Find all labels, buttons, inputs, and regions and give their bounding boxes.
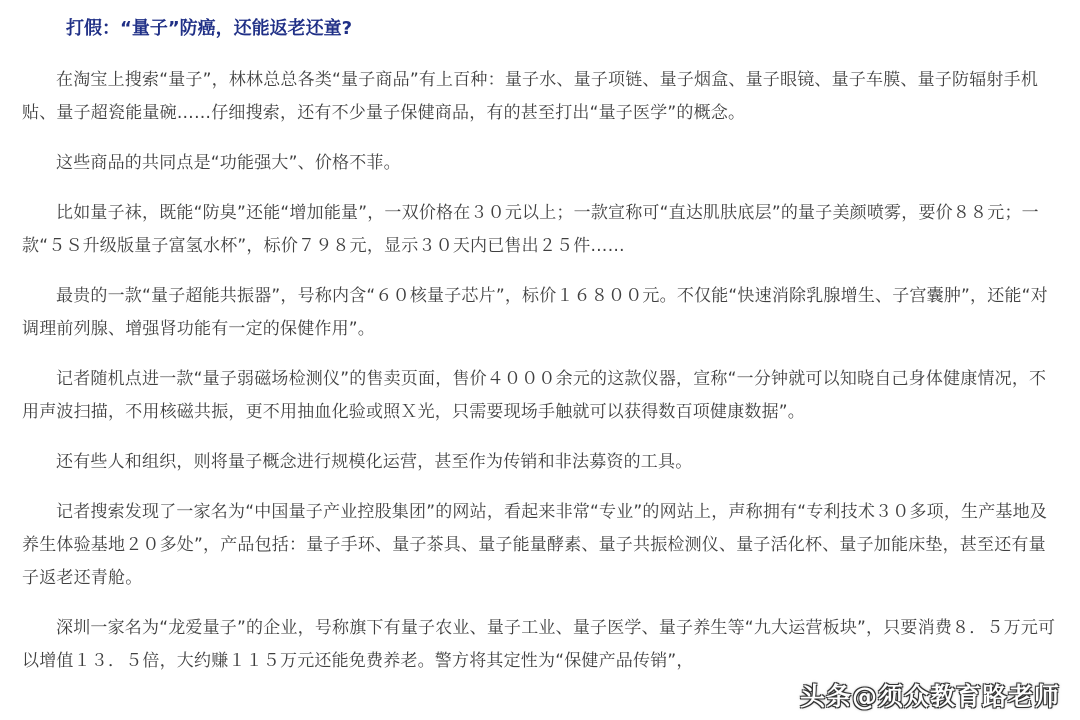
watermark: 头条@须众教育路老师 <box>799 682 1060 711</box>
article-paragraph-8: 深圳一家名为“龙爱量子”的企业，号称旗下有量子农业、量子工业、量子医学、量子养生等“九大运营板块”，只要消费８．５万元可以增值１３．５倍，大约赚１１５万元还能免费养老。警方将其定性为“保健产品传销”， <box>22 618 1056 671</box>
article-paragraph-7: 记者搜索发现了一家名为“中国量子产业控股集团”的网站，看起来非常“专业”的网站上，声称拥有“专利技术３０多项，生产基地及养生体验基地２０多处”，产品包括：量子手环、量子茶具、量子能量酵素、量子共振检测仪、量子活化杯、量子加能床垫，甚至还有量子返老还青舱。 <box>22 502 1048 588</box>
article-paragraph-5: 记者随机点进一款“量子弱磁场检测仪”的售卖页面，售价４０００余元的这款仪器，宣称“一分钟就可以知晓自己身体健康情况，不用声波扫描，不用核磁共振，更不用抽血化验或照Ｘ光，只需要现场手触就可以获得数百项健康数据”。 <box>22 369 1047 422</box>
article-paragraph-4: 最贵的一款“量子超能共振器”，号称内含“６０核量子芯片”，标价１６８００元。不仅能“快速消除乳腺增生、子宫囊肿”，还能“对调理前列腺、增强肾功能有一定的保健作用”。 <box>22 286 1048 339</box>
article-paragraph-2: 这些商品的共同点是“功能强大”、价格不菲。 <box>56 153 401 173</box>
article-paragraph-3: 比如量子袜，既能“防臭”还能“增加能量”，一双价格在３０元以上；一款宣称可“直达肌肤底层”的量子美颜喷雾，要价８８元；一款“５Ｓ升级版量子富氢水杯”，标价７９８元，显示３０天内已售出２５件…… <box>22 203 1039 256</box>
article-title: 打假：“量子”防癌，还能返老还童? <box>66 18 353 39</box>
article-paragraph-6: 还有些人和组织，则将量子概念进行规模化运营，甚至作为传销和非法募资的工具。 <box>56 452 693 472</box>
article-paragraph-1: 在淘宝上搜索“量子”，林林总总各类“量子商品”有上百种：量子水、量子项链、量子烟盒、量子眼镜、量子车膜、量子防辐射手机贴、量子超瓷能量碗……仔细搜索，还有不少量子保健商品，有的甚至打出“量子医学”的概念。 <box>22 70 1039 123</box>
